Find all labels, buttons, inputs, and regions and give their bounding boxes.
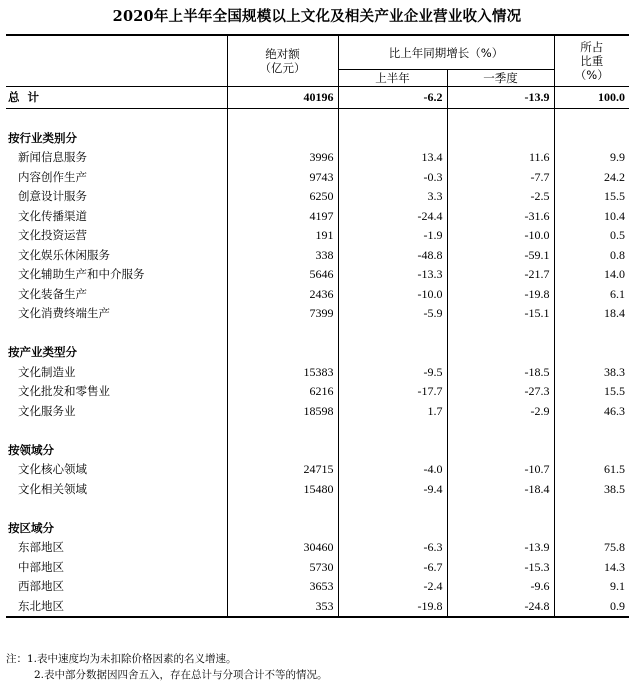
row-label: 创意设计服务 — [18, 189, 87, 203]
table-title: 2020年上半年全国规模以上文化及相关产业企业营业收入情况 — [112, 8, 522, 25]
row-q1-growth: -13.9 — [447, 538, 554, 558]
row-q1-growth: -19.8 — [447, 285, 554, 305]
section-title: 按区域分 — [8, 520, 54, 535]
row-label: 东部地区 — [18, 540, 64, 554]
row-abs: 7399 — [227, 304, 338, 324]
row-h1-growth: -6.7 — [338, 558, 447, 578]
total-share: 100.0 — [554, 87, 629, 109]
row-abs: 15480 — [227, 480, 338, 500]
table-row — [6, 480, 629, 500]
section-blank-cell — [338, 519, 447, 539]
row-q1-growth: -21.7 — [447, 265, 554, 285]
spacer-cell — [6, 421, 227, 441]
row-abs: 30460 — [227, 538, 338, 558]
table-row — [6, 460, 629, 480]
row-q1-growth: -59.1 — [447, 246, 554, 266]
header-abs-label: 绝对额 — [265, 47, 300, 61]
row-label: 文化相关领域 — [18, 481, 87, 496]
row-abs: 24715 — [227, 460, 338, 480]
table-row — [6, 402, 629, 422]
row-h1-growth: -1.9 — [338, 226, 447, 246]
spacer-cell — [227, 499, 338, 519]
row-abs: 2436 — [227, 285, 338, 305]
header-q1: 一季度 — [447, 70, 554, 87]
table-row — [6, 226, 629, 246]
spacer-cell — [447, 421, 554, 441]
note-1: 注：1.表中速度均为未扣除价格因素的名义增速。 — [6, 653, 237, 665]
row-abs: 18598 — [227, 402, 338, 422]
table-row — [6, 148, 629, 168]
section-header-row — [6, 129, 629, 149]
row-abs: 5730 — [227, 558, 338, 578]
row-share: 0.5 — [554, 226, 629, 246]
header-absolute — [227, 35, 338, 87]
spacer-cell — [338, 109, 447, 129]
row-h1-growth: -0.3 — [338, 168, 447, 188]
row-label: 东北地区 — [6, 597, 227, 618]
row-share: 18.4 — [554, 304, 629, 324]
table-row — [6, 187, 629, 207]
spacer-cell — [554, 499, 629, 519]
spacer-cell — [554, 421, 629, 441]
header-share-line3: （%） — [574, 68, 609, 82]
section-blank-cell — [554, 441, 629, 461]
table-row — [6, 265, 629, 285]
row-abs: 15383 — [227, 363, 338, 383]
row-share: 9.9 — [554, 148, 629, 168]
row-label: 文化核心领域 — [18, 462, 87, 476]
section-blank-cell — [338, 129, 447, 149]
row-label: 文化投资运营 — [18, 228, 87, 242]
table-row — [6, 285, 629, 305]
row-h1-growth: -6.3 — [338, 538, 447, 558]
row-abs: 9743 — [227, 168, 338, 188]
section-blank-cell — [554, 519, 629, 539]
row-h1-growth: -2.4 — [338, 577, 447, 597]
row-abs: 338 — [227, 246, 338, 266]
spacer-cell — [338, 324, 447, 344]
row-h1-growth: 1.7 — [338, 402, 447, 422]
row-q1-growth: -15.3 — [447, 558, 554, 578]
row-h1-growth: -5.9 — [338, 304, 447, 324]
row-share: 14.0 — [554, 265, 629, 285]
table-row — [6, 363, 629, 383]
table-row — [6, 304, 629, 324]
section-blank-cell — [447, 129, 554, 149]
row-h1-growth: -19.8 — [338, 597, 447, 618]
row-q1-growth: -10.7 — [447, 460, 554, 480]
row-q1-growth: -18.5 — [447, 363, 554, 383]
spacer-cell — [447, 499, 554, 519]
spacer-cell — [447, 324, 554, 344]
revenue-table — [6, 34, 629, 618]
spacer-cell — [6, 499, 227, 519]
row-share: 14.3 — [554, 558, 629, 578]
section-blank-cell — [227, 343, 338, 363]
row-q1-growth: -9.6 — [447, 577, 554, 597]
table-row — [6, 246, 629, 266]
row-q1-growth: -15.1 — [447, 304, 554, 324]
row-label: 文化服务业 — [18, 403, 76, 418]
section-blank-cell — [227, 519, 338, 539]
spacer-cell — [338, 421, 447, 441]
section-blank-cell — [338, 343, 447, 363]
row-share: 75.8 — [554, 538, 629, 558]
row-share: 38.5 — [554, 480, 629, 500]
row-label: 西部地区 — [18, 579, 64, 593]
row-q1-growth: -31.6 — [447, 207, 554, 227]
header-blank-2 — [6, 70, 227, 87]
section-blank-cell — [447, 519, 554, 539]
row-abs: 4197 — [227, 207, 338, 227]
header-h1: 上半年 — [338, 70, 447, 87]
row-abs: 353 — [227, 597, 338, 618]
row-q1-growth: -2.5 — [447, 187, 554, 207]
section-blank-cell — [554, 129, 629, 149]
row-q1-growth: -7.7 — [447, 168, 554, 188]
header-blank — [6, 35, 227, 70]
row-share: 24.2 — [554, 168, 629, 188]
row-label: 文化装备生产 — [18, 286, 87, 301]
row-share: 6.1 — [554, 285, 629, 305]
row-h1-growth: -24.4 — [338, 207, 447, 227]
row-q1-growth: -18.4 — [447, 480, 554, 500]
spacer-cell — [227, 324, 338, 344]
section-blank-cell — [338, 441, 447, 461]
row-label: 新闻信息服务 — [18, 150, 87, 164]
row-label: 文化辅助生产和中介服务 — [18, 267, 145, 281]
row-h1-growth: -9.4 — [338, 480, 447, 500]
row-share: 15.5 — [554, 382, 629, 402]
spacer-row — [6, 324, 629, 344]
row-share: 0.9 — [554, 597, 629, 618]
section-blank-cell — [447, 441, 554, 461]
note-2: 2.表中部分数据因四舍五入，存在总计与分项合计不等的情况。 — [34, 669, 328, 681]
spacer-row — [6, 499, 629, 519]
section-header-row — [6, 441, 629, 461]
row-label: 文化娱乐休闲服务 — [18, 247, 110, 262]
spacer-row — [6, 421, 629, 441]
total-label: 总计 — [6, 87, 227, 109]
header-share-line2: 比重 — [580, 54, 604, 68]
spacer-row — [6, 109, 629, 129]
total-q1: -13.9 — [447, 87, 554, 109]
row-share: 9.1 — [554, 577, 629, 597]
row-h1-growth: -9.5 — [338, 363, 447, 383]
spacer-cell — [554, 109, 629, 129]
row-abs: 6250 — [227, 187, 338, 207]
total-abs: 40196 — [227, 87, 338, 109]
row-share: 10.4 — [554, 207, 629, 227]
spacer-cell — [338, 499, 447, 519]
table-row — [6, 597, 629, 618]
section-blank-cell — [227, 441, 338, 461]
row-abs: 3653 — [227, 577, 338, 597]
total-h1: -6.2 — [338, 87, 447, 109]
row-share: 0.8 — [554, 246, 629, 266]
section-title: 按产业类型分 — [8, 345, 77, 359]
table-row — [6, 207, 629, 227]
section-title: 按领域分 — [8, 442, 54, 457]
row-share: 46.3 — [554, 402, 629, 422]
row-abs: 5646 — [227, 265, 338, 285]
row-share: 61.5 — [554, 460, 629, 480]
row-q1-growth: -24.8 — [447, 597, 554, 618]
spacer-cell — [447, 109, 554, 129]
header-share — [554, 35, 629, 87]
row-h1-growth: 13.4 — [338, 148, 447, 168]
section-blank-cell — [227, 129, 338, 149]
section-header-row — [6, 343, 629, 363]
table-row — [6, 168, 629, 188]
row-h1-growth: -4.0 — [338, 460, 447, 480]
table-row — [6, 382, 629, 402]
spacer-cell — [227, 109, 338, 129]
row-label: 中部地区 — [18, 559, 64, 574]
total-row — [6, 87, 629, 109]
table-row — [6, 577, 629, 597]
row-share: 38.3 — [554, 363, 629, 383]
row-label: 文化消费终端生产 — [18, 306, 110, 320]
spacer-cell — [227, 421, 338, 441]
section-blank-cell — [554, 343, 629, 363]
spacer-cell — [6, 109, 227, 129]
section-title: 按行业类别分 — [8, 130, 77, 145]
row-label: 文化制造业 — [18, 364, 76, 379]
table-row — [6, 558, 629, 578]
header-abs-unit: （亿元） — [259, 61, 306, 75]
row-h1-growth: -17.7 — [338, 382, 447, 402]
notes — [6, 651, 328, 683]
row-h1-growth: -13.3 — [338, 265, 447, 285]
section-blank-cell — [447, 343, 554, 363]
header-growth: 比上年同期增长（%） — [338, 35, 554, 70]
row-q1-growth: -27.3 — [447, 382, 554, 402]
row-label: 内容创作生产 — [18, 169, 87, 184]
row-q1-growth: 11.6 — [447, 148, 554, 168]
row-label: 文化传播渠道 — [18, 208, 87, 223]
row-q1-growth: -2.9 — [447, 402, 554, 422]
row-h1-growth: 3.3 — [338, 187, 447, 207]
header-share-line1: 所占 — [580, 40, 604, 54]
row-h1-growth: -48.8 — [338, 246, 447, 266]
spacer-cell — [554, 324, 629, 344]
row-abs: 6216 — [227, 382, 338, 402]
row-label: 文化批发和零售业 — [18, 384, 110, 398]
row-q1-growth: -10.0 — [447, 226, 554, 246]
row-share: 15.5 — [554, 187, 629, 207]
row-h1-growth: -10.0 — [338, 285, 447, 305]
row-abs: 191 — [227, 226, 338, 246]
spacer-cell — [6, 324, 227, 344]
section-header-row — [6, 519, 629, 539]
row-abs: 3996 — [227, 148, 338, 168]
table-row — [6, 538, 629, 558]
